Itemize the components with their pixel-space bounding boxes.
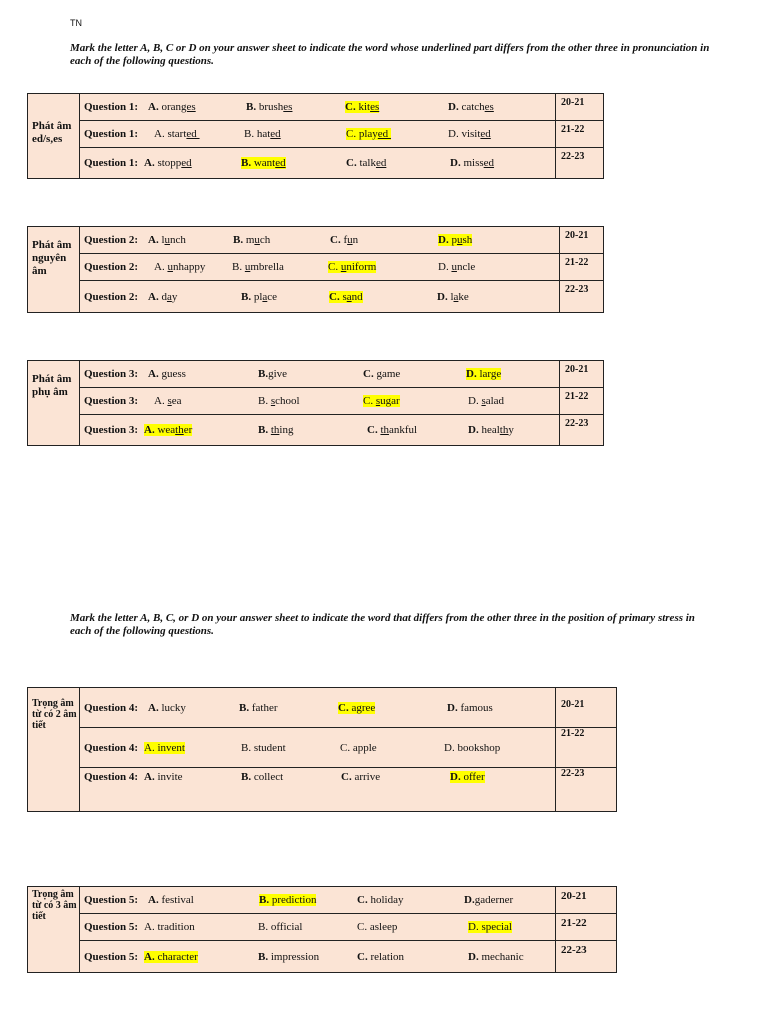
option-a-answer: A. weather <box>144 424 193 436</box>
option-b: B. umbrella <box>232 261 284 273</box>
option-b: B. student <box>241 741 286 754</box>
header-tag: TN <box>70 18 82 28</box>
question-row <box>80 728 556 768</box>
question-row <box>80 688 556 728</box>
question-row <box>80 768 556 812</box>
question-label: Question 3: <box>84 395 139 407</box>
question-label: Question 4: <box>84 701 139 714</box>
instruction-stress: Mark the letter A, B, C, or D on your answer sheet to indicate the word that differs from the other three in the position of primary stress in each of the following questions. <box>70 612 695 637</box>
year-code: 20-21 <box>560 227 604 254</box>
question-label: Question 5: <box>84 921 139 933</box>
option-a: A. lucky <box>148 701 186 714</box>
option-b-answer: B. prediction <box>259 894 317 906</box>
option-b: B. school <box>258 395 300 407</box>
question-label: Question 5: <box>84 894 139 906</box>
option-b: B. collect <box>241 771 284 783</box>
option-d: D. famous <box>447 701 493 714</box>
question-row <box>80 227 560 254</box>
option-d: D. uncle <box>438 261 476 273</box>
year-code: 20-21 <box>556 94 604 121</box>
category-label: Trọng âm từ có 2 âm tiết <box>28 688 80 812</box>
question-label: Question 3: <box>84 424 139 436</box>
option-a: A. guess <box>148 368 186 380</box>
option-d: D. healthy <box>468 424 514 436</box>
option-d: D. salad <box>468 395 505 407</box>
year-code: 21-22 <box>560 388 604 415</box>
option-c: C. fun <box>330 234 359 246</box>
option-b: B. official <box>258 921 303 933</box>
year-code: 20-21 <box>556 688 617 728</box>
category-label: Trọng âm từ có 3 âm tiết <box>28 887 80 973</box>
year-code: 22-23 <box>556 941 617 973</box>
option-d: D. visited <box>448 128 491 140</box>
option-b: B.give <box>258 368 288 380</box>
option-c: C. arrive <box>341 771 381 783</box>
option-a: A. day <box>148 290 178 303</box>
question-label: Question 5: <box>84 950 139 963</box>
option-c-answer: C. uniform <box>328 261 377 273</box>
year-code: 20-21 <box>560 361 604 388</box>
option-a: A. festival <box>148 894 194 906</box>
stress-two-syllable-table <box>27 687 617 812</box>
option-b: B. impression <box>258 950 320 963</box>
question-row <box>80 254 560 281</box>
option-b-answer: B. wanted <box>241 157 286 169</box>
instruction-pronunciation: Mark the letter A, B, C or D on your answer sheet to indicate the word whose underlined part differs from the other three in pronunciation in each of the following questions. <box>70 42 710 67</box>
option-a: A. unhappy <box>154 261 206 273</box>
option-a-answer: A. character <box>144 950 198 963</box>
year-code: 22-23 <box>560 281 604 313</box>
question-row <box>80 415 560 446</box>
option-a: A. stopped <box>144 157 192 169</box>
option-c-answer: C. agree <box>338 701 376 714</box>
year-code: 20-21 <box>556 887 617 914</box>
question-label: Question 1: <box>84 128 139 140</box>
question-label: Question 1: <box>84 157 139 169</box>
option-d: D. bookshop <box>444 741 501 754</box>
question-row <box>80 361 560 388</box>
option-d: D. mechanic <box>468 950 524 963</box>
year-code: 22-23 <box>560 415 604 446</box>
question-row <box>80 121 556 148</box>
year-code: 21-22 <box>556 914 617 941</box>
option-c-answer: C. kites <box>345 101 380 113</box>
pronunciation-vowels-table <box>27 226 604 313</box>
pronunciation-consonants-table <box>27 360 604 446</box>
year-code: 21-22 <box>560 254 604 281</box>
option-d: D. missed <box>450 157 495 169</box>
option-d-answer: D. offer <box>450 771 485 783</box>
question-label: Question 3: <box>84 368 139 380</box>
option-c: C. talked <box>346 157 387 169</box>
question-row <box>80 887 556 914</box>
category-label: Phát âm phụ âm <box>28 361 80 446</box>
question-row <box>80 94 556 121</box>
question-row <box>80 148 556 179</box>
question-row <box>80 281 560 313</box>
option-c: C. game <box>363 368 401 380</box>
option-d-answer: D. special <box>468 921 512 933</box>
option-c-answer: C. played <box>346 128 391 140</box>
option-a: A. invite <box>144 771 183 783</box>
option-b: B. thing <box>258 424 294 436</box>
option-b: B. hated <box>244 128 281 140</box>
option-c: C. thankful <box>367 424 418 436</box>
option-b: B. place <box>241 290 278 303</box>
question-label: Question 2: <box>84 234 139 246</box>
option-c: C. relation <box>357 950 405 963</box>
option-a: A. oranges <box>148 101 196 113</box>
pronunciation-ed-s-es-table <box>27 93 604 179</box>
question-label: Question 4: <box>84 741 139 754</box>
option-c: C. apple <box>340 741 377 754</box>
option-d-answer: D. large <box>466 368 502 380</box>
option-a-answer: A. invent <box>144 741 185 754</box>
question-label: Question 1: <box>84 101 139 113</box>
category-label: Phát âm ed/s,es <box>28 94 80 179</box>
question-row <box>80 388 560 415</box>
option-c-answer: C. sugar <box>363 395 400 407</box>
option-d-answer: D. push <box>438 234 473 246</box>
option-d: D. catches <box>448 101 494 113</box>
question-label: Question 4: <box>84 771 139 783</box>
option-c: C. holiday <box>357 894 404 906</box>
year-code: 21-22 <box>556 728 617 768</box>
question-row <box>80 914 556 941</box>
question-label: Question 2: <box>84 261 139 273</box>
option-d: D. lake <box>437 290 469 303</box>
question-row <box>80 941 556 973</box>
option-c-answer: C. sand <box>329 290 363 303</box>
year-code: 21-22 <box>556 121 604 148</box>
option-a: A. sea <box>154 395 182 407</box>
option-b: B. father <box>239 701 278 714</box>
option-b: B. much <box>233 234 271 246</box>
option-a: A. lunch <box>148 234 186 246</box>
option-a: A. tradition <box>144 921 195 933</box>
option-b: B. brushes <box>246 101 293 113</box>
option-d: D.gaderner <box>464 894 514 906</box>
question-label: Question 2: <box>84 290 139 303</box>
option-a: A. started <box>154 128 200 140</box>
year-code: 22-23 <box>556 768 617 812</box>
stress-three-syllable-table <box>27 886 617 973</box>
category-label: Phát âm nguyên âm <box>28 227 80 313</box>
year-code: 22-23 <box>556 148 604 179</box>
option-c: C. asleep <box>357 921 398 933</box>
